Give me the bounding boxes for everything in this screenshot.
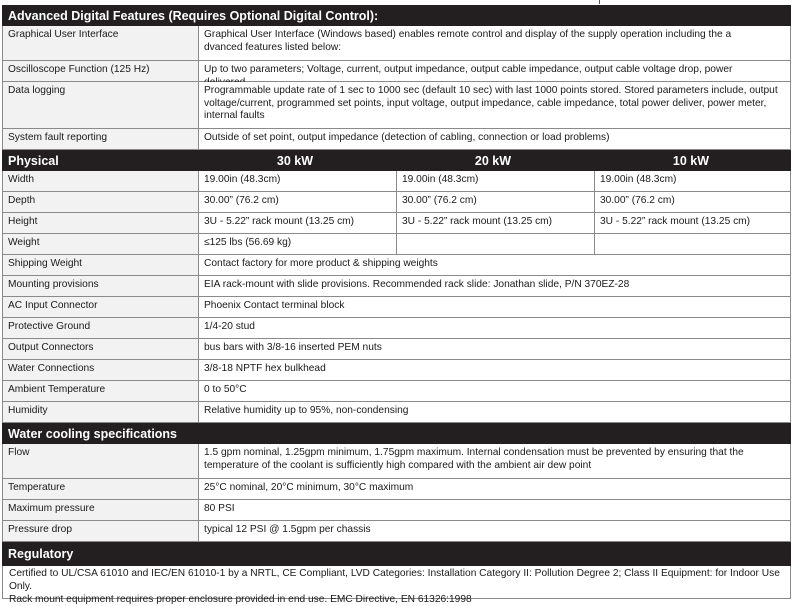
table-row bbox=[2, 297, 791, 318]
row-value: Contact factory for more product & shipping weights bbox=[198, 255, 791, 276]
row-label: Depth bbox=[2, 192, 198, 213]
row-value: bus bars with 3/8-16 inserted PEM nuts bbox=[198, 339, 791, 360]
row-value: Relative humidity up to 95%, non-condensing bbox=[198, 402, 791, 423]
regulatory-text bbox=[2, 566, 791, 605]
table-row bbox=[2, 479, 791, 500]
table-row bbox=[2, 255, 791, 276]
row-value bbox=[198, 26, 791, 61]
column-header-10kw: 10 kW bbox=[672, 153, 710, 168]
table-row bbox=[2, 213, 791, 234]
section-title: Advanced Digital Features (Requires Optional Digital Control): bbox=[8, 8, 379, 23]
cell-10kw bbox=[594, 234, 791, 255]
cell-20kw: 30.00” (76.2 cm) bbox=[396, 192, 594, 213]
cell-20kw: 19.00in (48.3cm) bbox=[396, 171, 594, 192]
table-row bbox=[2, 82, 791, 129]
section-title: Water cooling specifications bbox=[8, 426, 178, 441]
cell-20kw bbox=[396, 234, 594, 255]
row-label: Maximum pressure bbox=[2, 500, 198, 521]
row-label: Data logging bbox=[2, 82, 198, 129]
row-label: Pressure drop bbox=[2, 521, 198, 542]
section-title: Physical bbox=[8, 153, 59, 168]
section-header-water bbox=[2, 423, 791, 444]
row-value: 1/4-20 stud bbox=[198, 318, 791, 339]
section-header-regulatory bbox=[2, 542, 791, 566]
cell-10kw: 19.00in (48.3cm) bbox=[594, 171, 791, 192]
row-label: System fault reporting bbox=[2, 129, 198, 150]
value-line: Graphical User Interface (Windows based) enables remote control and display of the supply operation including the a bbox=[204, 29, 732, 40]
row-value: Phoenix Contact terminal block bbox=[198, 297, 791, 318]
column-header-30kw: 30 kW bbox=[276, 153, 314, 168]
row-value bbox=[198, 82, 791, 129]
row-value: EIA rack-mount with slide provisions. Recommended rack slide: Jonathan slide, P/N 370EZ-28 bbox=[198, 276, 791, 297]
table-row bbox=[2, 339, 791, 360]
row-label: Mounting provisions bbox=[2, 276, 198, 297]
row-label: Protective Ground bbox=[2, 318, 198, 339]
value-line: internal faults bbox=[204, 110, 265, 121]
table-row bbox=[2, 234, 791, 255]
row-value: typical 12 PSI @ 1.5gpm per chassis bbox=[198, 521, 791, 542]
table-row bbox=[2, 26, 791, 61]
row-value: 0 to 50°C bbox=[198, 381, 791, 402]
row-value: 25°C nominal, 20°C minimum, 30°C maximum bbox=[198, 479, 791, 500]
row-label: Flow bbox=[2, 444, 198, 479]
regulatory-line: Certified to UL/CSA 61010 and IEC/EN 61010-1 by a NRTL, CE Compliant, LVD Categories: Installation Category II: Pollution Degree 2; Class II Equipment: for Indoor Use Only. bbox=[9, 568, 780, 592]
table-row bbox=[2, 402, 791, 423]
table-row bbox=[2, 500, 791, 521]
section-header-advanced bbox=[2, 5, 791, 26]
table-row bbox=[2, 381, 791, 402]
table-row bbox=[2, 129, 791, 150]
table-row bbox=[2, 61, 791, 82]
value-line: Outside of set point, output impedance (detection of cabling, connection or load problems) bbox=[204, 132, 610, 143]
column-header-20kw: 20 kW bbox=[474, 153, 512, 168]
value-line: voltage/current, programmed set points, input voltage, output impedance, cable impedance, total power deliver, power meter, bbox=[204, 97, 767, 109]
section-title: Regulatory bbox=[8, 547, 74, 561]
row-label: Ambient Temperature bbox=[2, 381, 198, 402]
table-row bbox=[2, 192, 791, 213]
row-value: 80 PSI bbox=[198, 500, 791, 521]
page-edge-mark bbox=[599, 0, 600, 4]
row-label: Oscilloscope Function (125 Hz) bbox=[2, 61, 198, 82]
row-label: Humidity bbox=[2, 402, 198, 423]
row-value: 3/8-18 NPTF hex bulkhead bbox=[198, 360, 791, 381]
table-row bbox=[2, 276, 791, 297]
value-line: 1.5 gpm nominal, 1.25gpm minimum, 1.75gpm maximum. Internal condensation must be prevented by ensuring that the bbox=[204, 447, 744, 458]
value-line: Up to two parameters; Voltage, current, output impedance, output cable impedance, output cable voltage drop, power bbox=[204, 64, 733, 75]
cell-30kw: 30.00” (76.2 cm) bbox=[198, 192, 396, 213]
row-value bbox=[198, 61, 791, 82]
row-value bbox=[198, 129, 791, 150]
row-label: Graphical User Interface bbox=[2, 26, 198, 61]
row-label: Temperature bbox=[2, 479, 198, 500]
table-row bbox=[2, 444, 791, 479]
table-row bbox=[2, 521, 791, 542]
row-label: Weight bbox=[2, 234, 198, 255]
table-row bbox=[2, 318, 791, 339]
section-header-physical bbox=[2, 150, 791, 171]
cell-10kw: 30.00” (76.2 cm) bbox=[594, 192, 791, 213]
row-label: Height bbox=[2, 213, 198, 234]
cell-30kw: 3U - 5.22” rack mount (13.25 cm) bbox=[198, 213, 396, 234]
value-line: dvanced features listed below: bbox=[204, 41, 342, 53]
row-label: AC Input Connector bbox=[2, 297, 198, 318]
row-label: Width bbox=[2, 171, 198, 192]
table-row bbox=[2, 360, 791, 381]
regulatory-line: Rack mount equipment requires proper enclosure provided in end use. EMC Directive, EN 61326:1998 bbox=[9, 593, 472, 605]
value-line: Programmable update rate of 1 sec to 1000 sec (default 10 sec) with last 1000 points stored. Stored parameters include, output bbox=[204, 85, 778, 96]
cell-10kw: 3U - 5.22” rack mount (13.25 cm) bbox=[594, 213, 791, 234]
cell-30kw: 19.00in (48.3cm) bbox=[198, 171, 396, 192]
row-value bbox=[198, 444, 791, 479]
cell-30kw: ≤125 lbs (56.69 kg) bbox=[198, 234, 396, 255]
cell-20kw: 3U - 5.22” rack mount (13.25 cm) bbox=[396, 213, 594, 234]
row-label: Water Connections bbox=[2, 360, 198, 381]
table-row bbox=[2, 171, 791, 192]
value-line: temperature of the coolant is sufficiently high compared with the ambient air dew point bbox=[204, 459, 592, 471]
row-label: Shipping Weight bbox=[2, 255, 198, 276]
row-label: Output Connectors bbox=[2, 339, 198, 360]
